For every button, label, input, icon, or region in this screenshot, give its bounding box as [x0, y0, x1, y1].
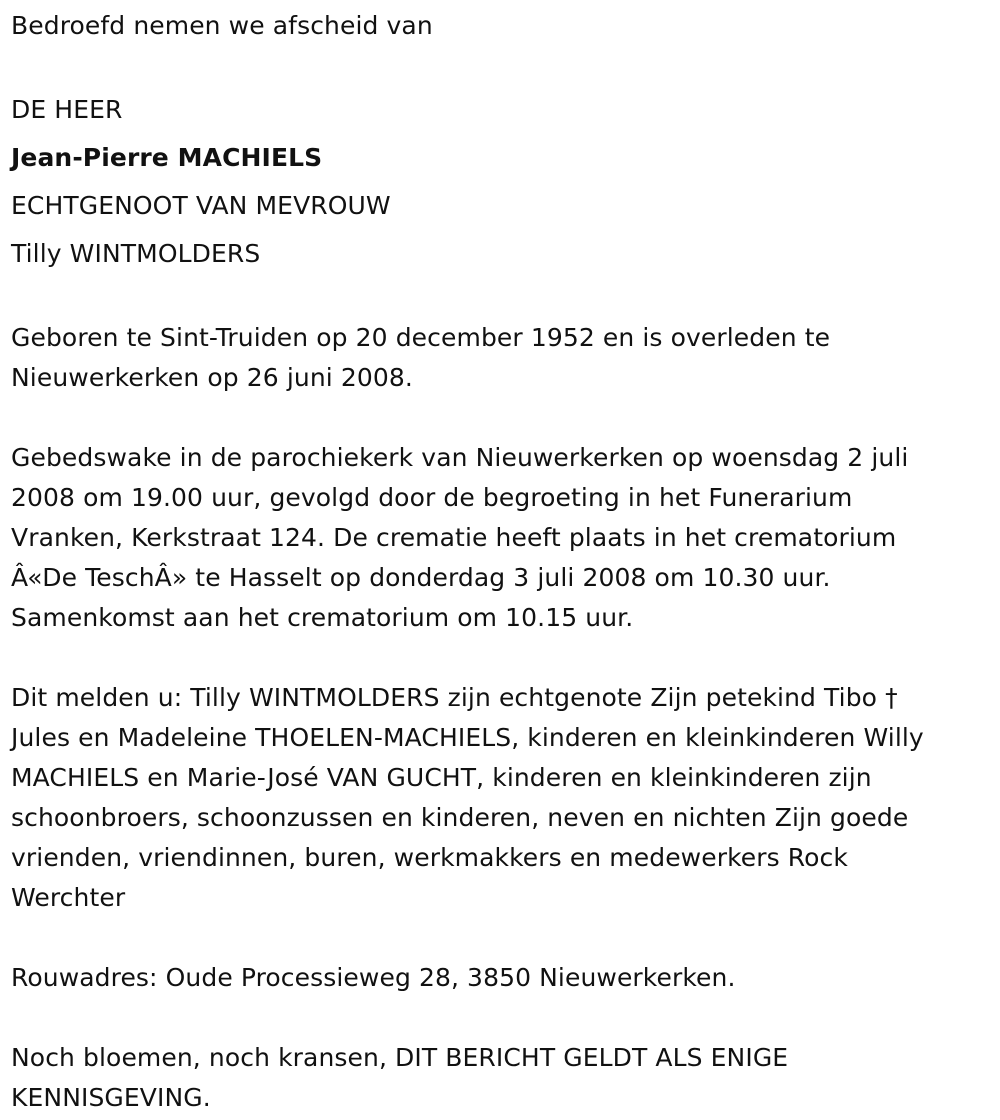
address-text: Rouwadres: Oude Processieweg 28, 3850 Nieuwerkerken. [11, 963, 736, 992]
paragraph-line: Samenkomst aan het crematorium om 10.15 uur. [11, 603, 634, 632]
paragraph-line: Â«De TeschÂ» te Hasselt op donderdag 3 juli 2008 om 10.30 uur. [11, 563, 831, 592]
paragraph-line: Dit melden u: Tilly WINTMOLDERS zijn echtgenote Zijn petekind Tibo † [11, 683, 898, 712]
deceased-name: Jean-Pierre MACHIELS [11, 143, 323, 172]
paragraph-line: Vranken, Kerkstraat 124. De crematie heeft plaats in het crematorium [11, 523, 897, 552]
paragraph-line: Noch bloemen, noch kransen, DIT BERICHT GELDT ALS ENIGE [11, 1043, 789, 1072]
closing-paragraph [11, 1038, 986, 1118]
birth-death-paragraph [11, 318, 986, 398]
paragraph-line: Jules en Madeleine THOELEN-MACHIELS, kinderen en kleinkinderen Willy [11, 723, 924, 752]
spacer [11, 278, 986, 318]
spouse-name: Tilly WINTMOLDERS [11, 239, 261, 268]
paragraph-line: Nieuwerkerken op 26 juni 2008. [11, 363, 413, 392]
spacer [11, 46, 986, 86]
spacer [11, 398, 986, 438]
paragraph-line: schoonbroers, schoonzussen en kinderen, neven en nichten Zijn goede [11, 803, 909, 832]
death-notice [11, 6, 986, 1118]
ceremony-paragraph [11, 438, 986, 638]
spacer [11, 638, 986, 678]
paragraph-line: MACHIELS en Marie-José VAN GUCHT, kinderen en kleinkinderen zijn [11, 763, 872, 792]
paragraph-line: Geboren te Sint-Truiden op 20 december 1952 en is overleden te [11, 323, 831, 352]
paragraph-line: vrienden, vriendinnen, buren, werkmakkers en medewerkers Rock [11, 843, 848, 872]
paragraph-line: KENNISGEVING. [11, 1083, 211, 1112]
salutation: DE HEER [11, 95, 123, 124]
intro-text: Bedroefd nemen we afscheid van [11, 11, 433, 40]
paragraph-line: Werchter [11, 883, 126, 912]
spacer [11, 998, 986, 1038]
relation-text: ECHTGENOOT VAN MEVROUW [11, 191, 391, 220]
spacer [11, 918, 986, 958]
announcers-paragraph [11, 678, 986, 918]
paragraph-line: Gebedswake in de parochiekerk van Nieuwerkerken op woensdag 2 juli [11, 443, 909, 472]
paragraph-line: 2008 om 19.00 uur, gevolgd door de begroeting in het Funerarium [11, 483, 853, 512]
